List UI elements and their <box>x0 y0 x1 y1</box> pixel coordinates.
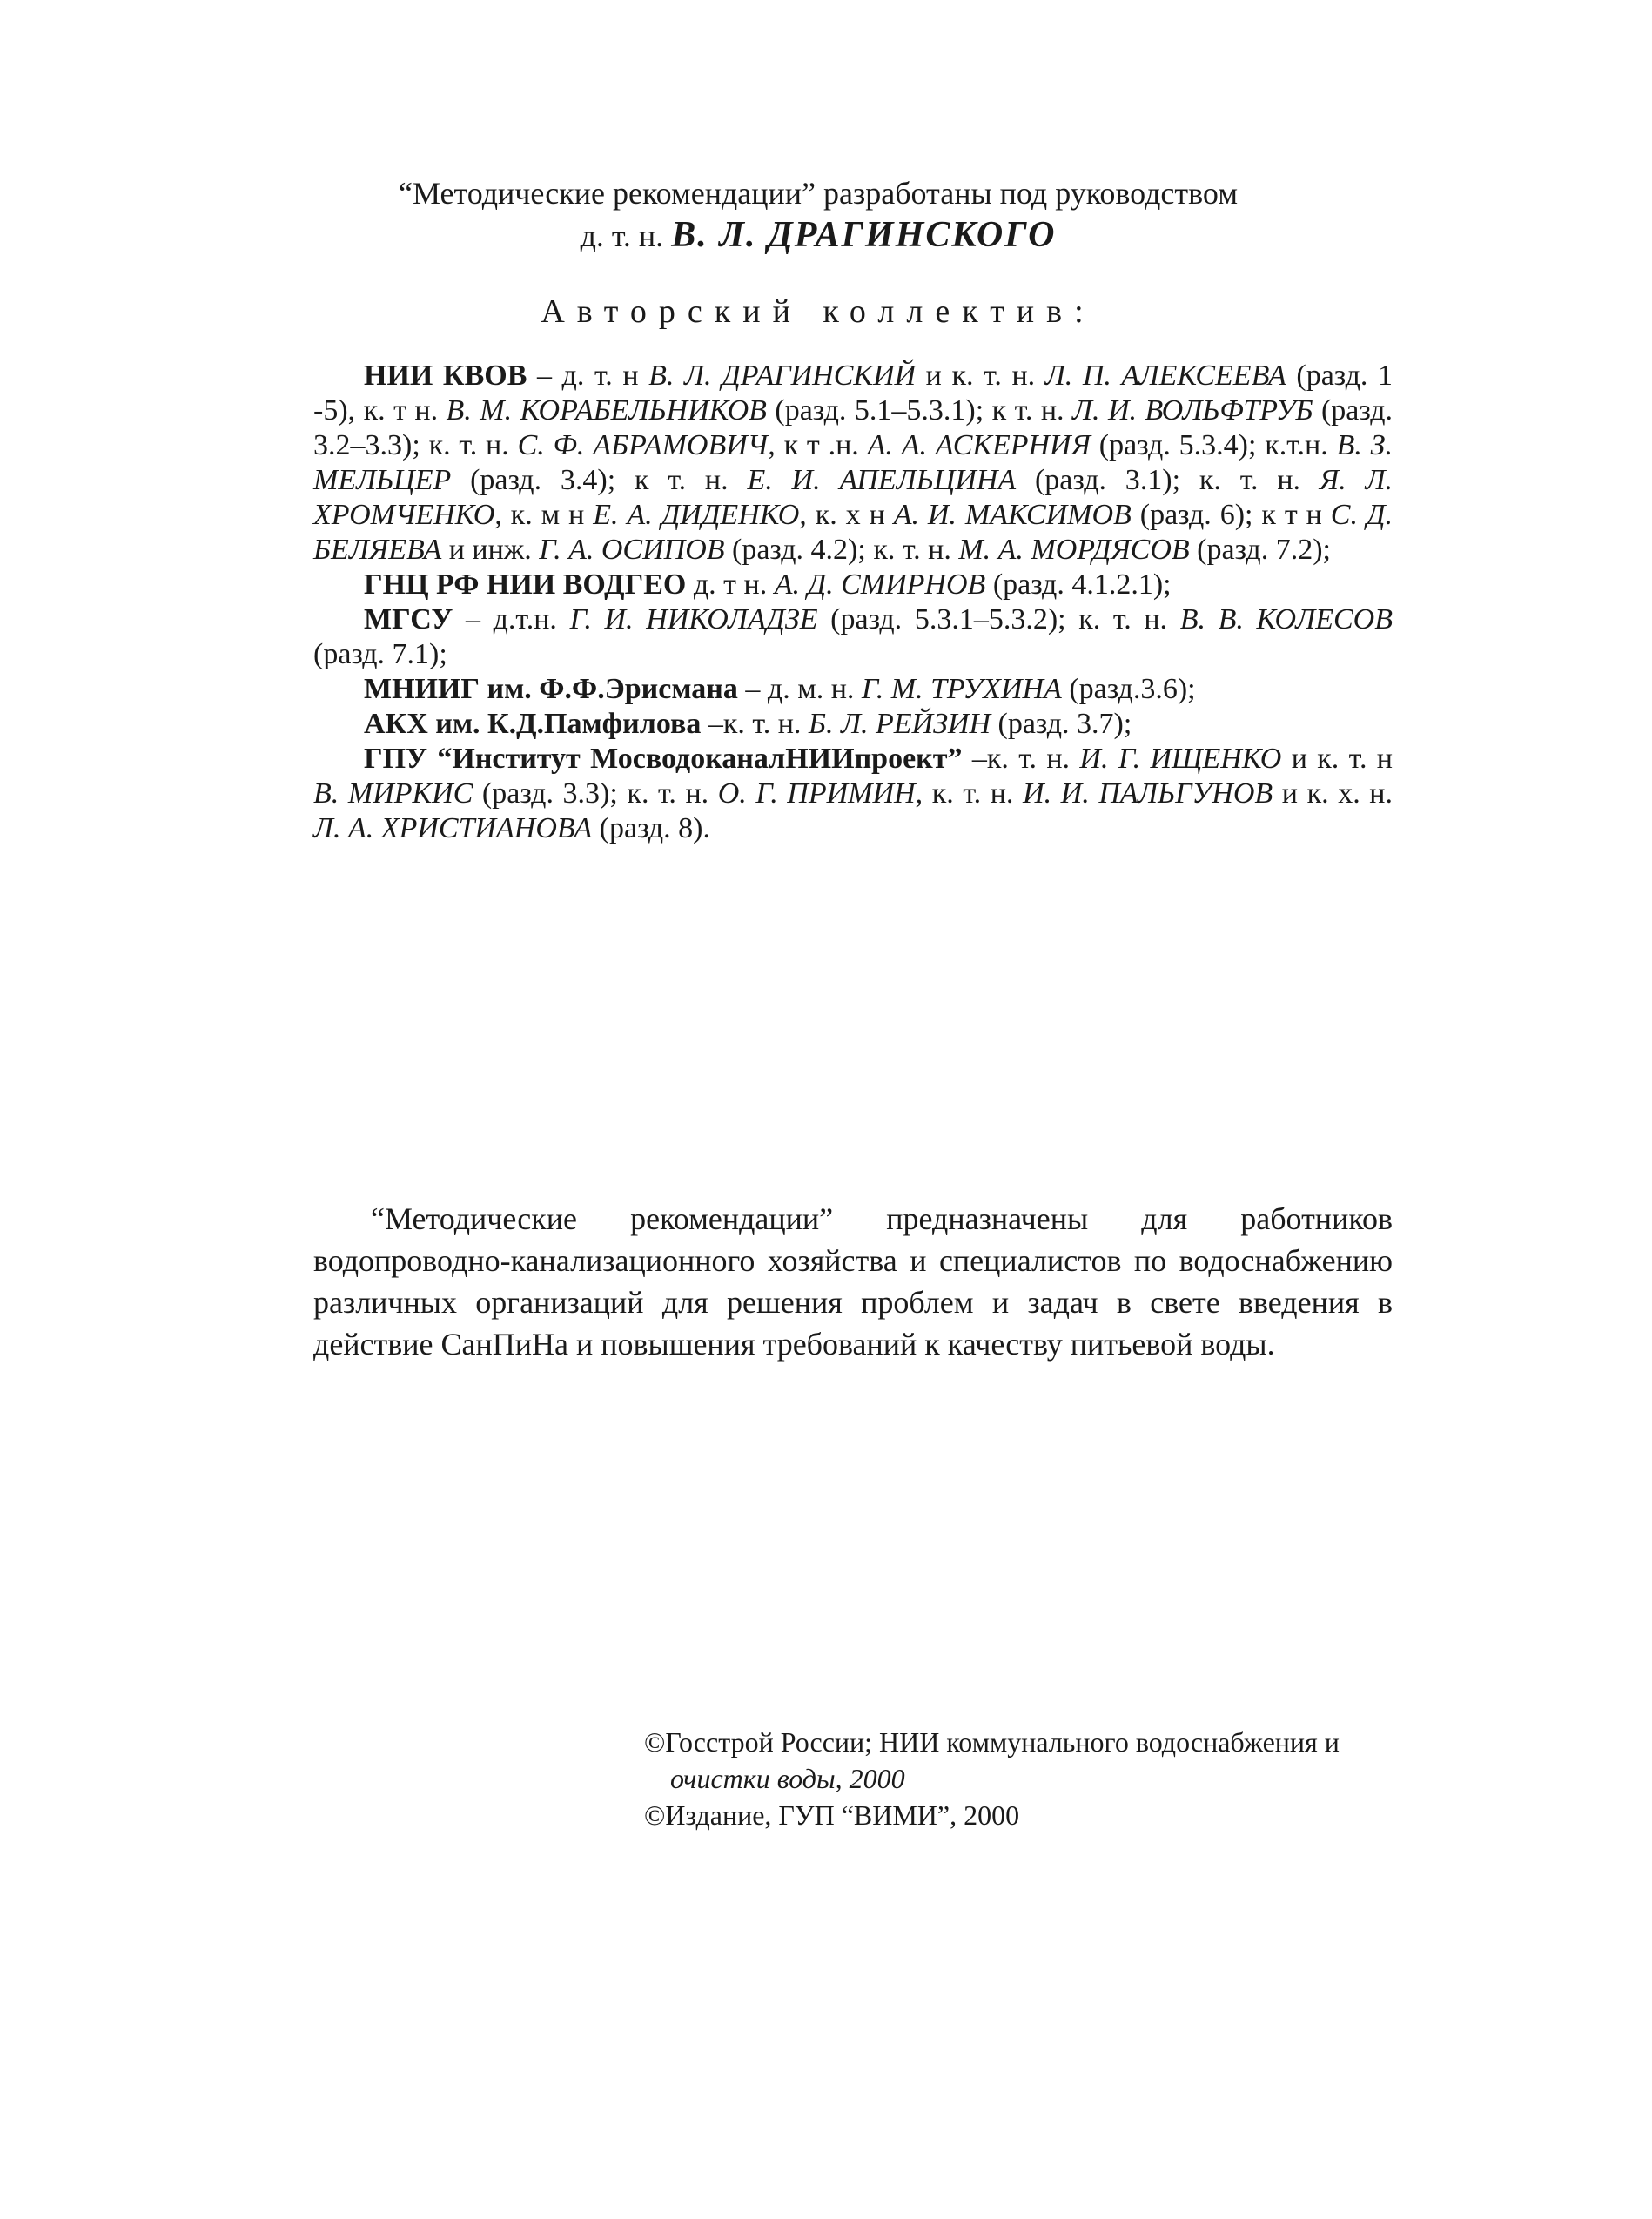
author-text: и к. т. н. <box>916 360 1045 392</box>
org-name: НИИ КВОВ <box>364 360 527 392</box>
author-name: О. Г. ПРИМИН, <box>717 777 923 810</box>
author-name: Л. А. ХРИСТИАНОВА <box>313 812 593 844</box>
author-name: Е. И. АПЕЛЬЦИНА <box>747 464 1017 496</box>
author-text: (разд. 5.1–5.3.1); к т. н. <box>766 394 1072 427</box>
author-name: А. А. АСКЕРНИЯ <box>867 429 1091 461</box>
purpose-paragraph <box>313 1198 1393 1365</box>
author-name: А. И. МАКСИМОВ <box>893 499 1132 531</box>
author-name: И. И. ПАЛЬГУНОВ <box>1023 777 1273 810</box>
author-name: Б. Л. РЕЙЗИН <box>808 708 991 740</box>
author-text: –к. т. н. <box>701 708 809 740</box>
authors-vodgeo <box>313 568 1393 602</box>
header-lead-name: В. Л. ДРАГИНСКОГО <box>671 215 1057 255</box>
author-text: –к. т. н. <box>962 743 1080 775</box>
author-name: В. З. МЕЛЬЦЕР <box>313 429 1393 496</box>
author-name: М. А. МОРДЯСОВ <box>958 534 1190 566</box>
author-name: В. МИРКИС <box>313 777 473 810</box>
author-name: Г. М. ТРУХИНА <box>861 673 1062 705</box>
authors-list <box>313 359 1393 846</box>
purpose-text: “Методические рекомендации” предназначены для работников водопроводно-канализационного хозяйства и специалистов по водоснабжению различных организаций для решения проблем и задач в свете введения в действие СанПиНа и повышения требований к качеству питьевой воды. <box>313 1201 1393 1362</box>
author-text: к т .н. <box>775 429 868 461</box>
author-name: Я. Л. ХРОМЧЕНКО, <box>313 464 1393 531</box>
author-text: (разд. 4.2); к. т. н. <box>724 534 959 566</box>
author-name: Г. А. ОСИПОВ <box>539 534 725 566</box>
authors-mgsu <box>313 602 1393 672</box>
org-name: ГНЦ РФ НИИ ВОДГЕО <box>364 568 687 601</box>
author-text: и инж. <box>441 534 540 566</box>
author-text: (разд. 3.1); к. т. н. <box>1016 464 1320 496</box>
author-text: (разд. 3.7); <box>991 708 1132 740</box>
author-text: (разд. 6); к т н <box>1131 499 1331 531</box>
copyright-line-3: ©Издание, ГУП “ВИМИ”, 2000 <box>644 1799 1020 1831</box>
org-name: МНИИГ им. Ф.Ф.Эрисмана <box>364 673 738 705</box>
author-text: к. х н <box>806 499 894 531</box>
org-name: МГСУ <box>364 603 453 635</box>
author-text: – д.т.н. <box>453 603 570 635</box>
copyright-line-1: ©Госстрой России; НИИ коммунального водоснабжения и <box>644 1726 1340 1758</box>
author-text: д. т н. <box>686 568 775 601</box>
author-name: Л. И. ВОЛЬФТРУБ <box>1071 394 1313 427</box>
author-text: (разд. 7.2); <box>1189 534 1331 566</box>
author-name: В. М. КОРАБЕЛЬНИКОВ <box>446 394 767 427</box>
author-text: к. м н <box>501 499 594 531</box>
author-text: (разд. 3.3); к. т. н. <box>473 777 718 810</box>
org-name: АКХ им. К.Д.Памфилова <box>364 708 702 740</box>
org-name: ГПУ “Институт МосводоканалНИИпроект” <box>364 743 963 775</box>
author-text: (разд. 4.1.2.1); <box>985 568 1172 601</box>
authors-nii-kvov <box>313 359 1393 568</box>
author-name: И. Г. ИЩЕНКО <box>1079 743 1282 775</box>
author-text: и к. т. н <box>1281 743 1393 775</box>
author-name: В. Л. ДРАГИНСКИЙ <box>648 360 917 392</box>
author-name: А. Д. СМИРНОВ <box>774 568 986 601</box>
author-name: Е. А. ДИДЕНКО, <box>593 499 807 531</box>
author-name: В. В. КОЛЕСОВ <box>1179 603 1393 635</box>
author-name: С. Ф. АБРАМОВИЧ, <box>517 429 776 461</box>
author-text: – д. т. н <box>527 360 649 392</box>
collective-title: Авторский коллектив: <box>541 293 1096 330</box>
copyright-line-2: очистки воды, 2000 <box>670 1763 905 1794</box>
authors-akh <box>313 707 1393 742</box>
copyright-block <box>644 1724 1462 1833</box>
author-text: и к. х. н. <box>1273 777 1393 810</box>
authors-gpu <box>313 742 1393 846</box>
author-text: (разд. 1 -5), к. т н. <box>313 360 1393 427</box>
header-line-1: “Методические рекомендации” разработаны под руководством <box>399 176 1238 211</box>
author-text: (разд.3.6); <box>1061 673 1196 705</box>
author-name: Г. И. НИКОЛАДЗЕ <box>569 603 818 635</box>
author-name: Л. П. АЛЕКСЕЕВА <box>1044 360 1286 392</box>
author-text: (разд. 3.4); к т. н. <box>451 464 748 496</box>
author-text: (разд. 8). <box>592 812 711 844</box>
header-line-2 <box>331 212 1306 259</box>
header-degree: д. т. н. <box>580 219 664 253</box>
author-name: С. Д. БЕЛЯЕВА <box>313 499 1393 566</box>
author-text: – д. м. н. <box>737 673 862 705</box>
author-text: к. т. н. <box>923 777 1024 810</box>
author-text: (разд. 5.3.1–5.3.2); к. т. н. <box>817 603 1180 635</box>
author-text: (разд. 7.1); <box>313 638 447 670</box>
author-text: (разд. 3.2–3.3); к. т. н. <box>313 394 1393 461</box>
author-text: (разд. 5.3.4); к.т.н. <box>1090 429 1337 461</box>
authors-mniig <box>313 672 1393 707</box>
